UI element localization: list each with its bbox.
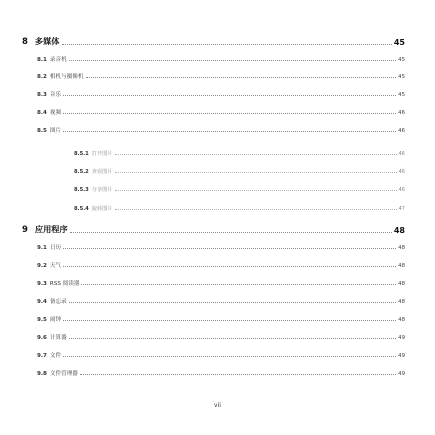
dot-leader — [70, 231, 392, 233]
dot-leader — [62, 43, 392, 45]
toc-title: 分享图片 — [91, 187, 113, 193]
dot-leader — [63, 265, 396, 267]
toc-page-number: 45 — [398, 74, 405, 80]
dot-leader — [63, 130, 396, 132]
toc-entry-section[interactable] — [37, 279, 405, 287]
toc-entry-section[interactable] — [37, 333, 405, 341]
toc-number: 8.5.4 — [74, 206, 89, 212]
toc-page-number: 46 — [398, 169, 405, 175]
toc-entry-section[interactable] — [37, 315, 405, 323]
toc-page-number: 49 — [398, 335, 405, 341]
toc-number: 8.1 — [37, 57, 47, 63]
toc-number: 9.2 — [37, 263, 47, 269]
toc-entry-section[interactable] — [37, 351, 405, 359]
toc-number: 8.5 — [37, 128, 47, 134]
toc-page-number: 48 — [398, 263, 405, 269]
toc-number: 9.5 — [37, 317, 47, 323]
toc-number: 9.8 — [37, 371, 47, 377]
toc-entry-section[interactable] — [37, 126, 405, 134]
toc-title: 音乐 — [49, 92, 62, 98]
toc-page-number: 48 — [398, 299, 405, 305]
dot-leader — [69, 59, 396, 61]
toc-entry-section[interactable] — [37, 369, 405, 377]
dot-leader — [80, 373, 396, 375]
toc-title: 文件 — [49, 353, 62, 359]
toc-entry-chapter[interactable] — [22, 36, 405, 47]
toc-title: 图片 — [49, 128, 62, 134]
toc-entry-subsection[interactable] — [74, 150, 405, 157]
toc-page-number: 46 — [398, 187, 405, 193]
toc-entry-section[interactable] — [37, 108, 405, 116]
dot-leader — [63, 355, 396, 357]
toc-page-number: 48 — [393, 226, 405, 235]
toc-title: 日历 — [49, 245, 62, 251]
toc-title: 打开图片 — [91, 151, 113, 157]
dot-leader — [115, 171, 397, 173]
toc-page-number: 48 — [398, 245, 405, 251]
toc-entry-section[interactable] — [37, 261, 405, 269]
dot-leader — [86, 76, 397, 78]
dot-leader — [81, 283, 396, 285]
toc-number: 8.4 — [37, 110, 47, 116]
toc-page-number: 46 — [398, 151, 405, 157]
dot-leader — [69, 301, 396, 303]
dot-leader — [63, 112, 396, 114]
toc-number: 9 — [22, 225, 28, 235]
dot-leader — [63, 94, 396, 96]
dot-leader — [63, 247, 396, 249]
toc-page-number: 46 — [398, 128, 405, 134]
toc-title: 相机与摄像机 — [49, 74, 84, 80]
toc-page-number: 48 — [398, 281, 405, 287]
toc-title: 查看图片 — [91, 169, 113, 175]
dot-leader — [69, 337, 396, 339]
toc-page-number: 48 — [398, 317, 405, 323]
toc-page-number: 46 — [398, 110, 405, 116]
toc-entry-subsection[interactable] — [74, 168, 405, 175]
toc-number: 8.3 — [37, 92, 47, 98]
toc-title: 闹钟 — [49, 317, 62, 323]
toc-title: 计算器 — [49, 335, 67, 341]
toc-number: 9.3 — [37, 281, 47, 287]
toc-number: 8.5.3 — [74, 187, 89, 193]
toc-page-number: 45 — [398, 57, 405, 63]
toc-entry-section[interactable] — [37, 72, 405, 80]
toc-entry-subsection[interactable] — [74, 186, 405, 193]
dot-leader — [63, 319, 396, 321]
toc-title: 备忘录 — [49, 299, 67, 305]
toc-title: 文件管理器 — [49, 371, 78, 377]
toc-entry-section[interactable] — [37, 90, 405, 98]
toc-title: 应用程序 — [34, 224, 68, 234]
toc-title: 录音机 — [49, 57, 67, 63]
dot-leader — [115, 189, 397, 191]
toc-page-number: 49 — [398, 371, 405, 377]
toc-title: 视频 — [49, 110, 62, 116]
toc-number: 8.5.1 — [74, 151, 89, 157]
toc-page-number: 49 — [398, 353, 405, 359]
toc-entry-subsection[interactable] — [74, 205, 405, 212]
toc-number: 8 — [22, 37, 28, 47]
toc-page-number: 45 — [398, 92, 405, 98]
toc-entry-section[interactable] — [37, 55, 405, 63]
toc-title: 多媒体 — [34, 36, 60, 46]
toc-entry-section[interactable] — [37, 243, 405, 251]
toc-number: 8.2 — [37, 74, 47, 80]
toc-page-number: 45 — [393, 38, 405, 47]
toc-number: 9.1 — [37, 245, 47, 251]
toc-entry-section[interactable] — [37, 297, 405, 305]
toc-number: 9.7 — [37, 353, 47, 359]
toc-title: 旋转图片 — [91, 206, 113, 212]
toc-number: 9.4 — [37, 299, 47, 305]
toc-page-number: 47 — [398, 206, 405, 212]
dot-leader — [115, 208, 397, 210]
toc-number: 8.5.2 — [74, 169, 89, 175]
toc-title: RSS 阅读器 — [49, 281, 80, 287]
dot-leader — [115, 153, 397, 155]
page-footer-number: vii — [214, 402, 221, 409]
toc-number: 9.6 — [37, 335, 47, 341]
toc-title: 天气 — [49, 263, 62, 269]
toc-entry-chapter[interactable] — [22, 224, 405, 235]
